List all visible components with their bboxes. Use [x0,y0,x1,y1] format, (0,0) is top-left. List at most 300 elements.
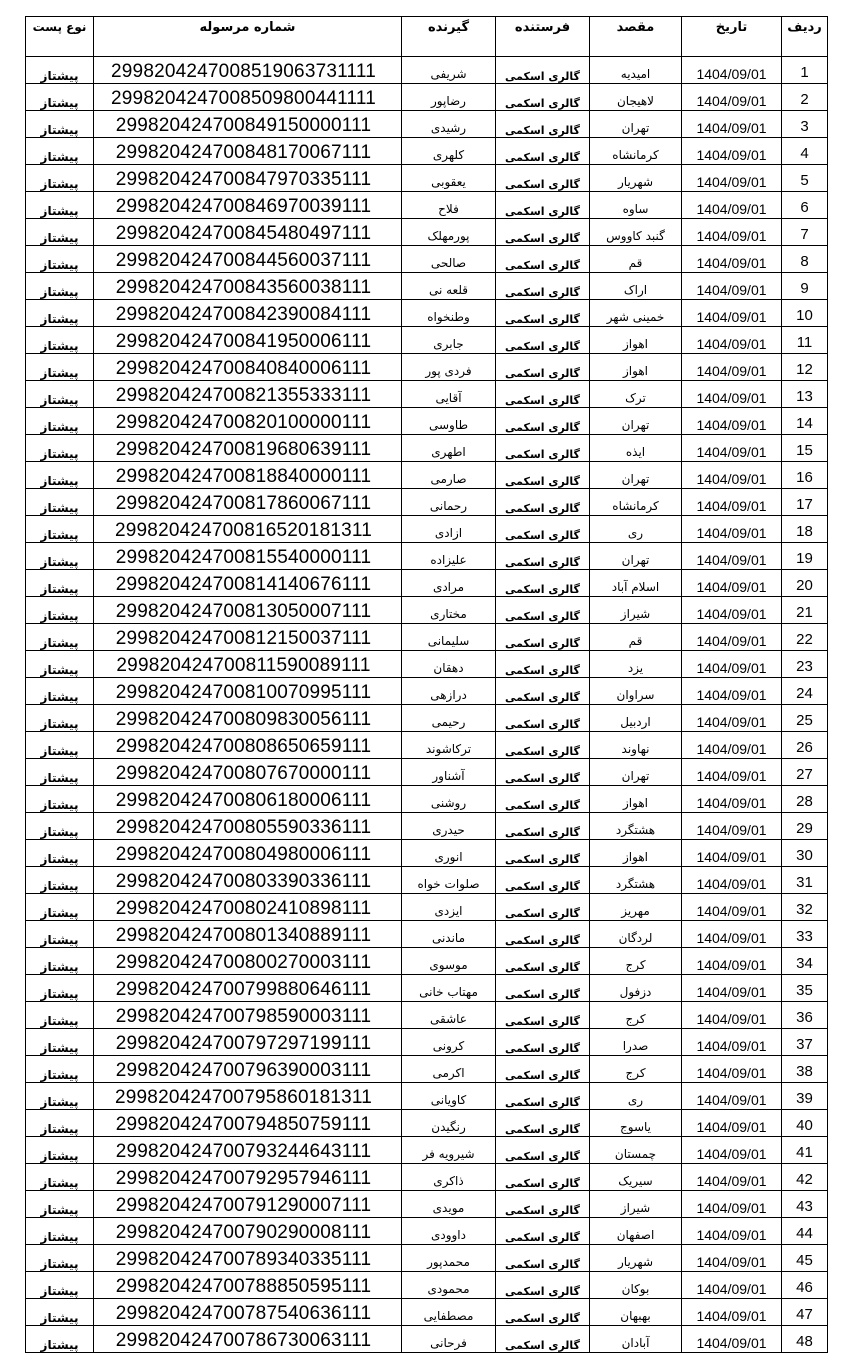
destination-cell: صدرا [590,1029,682,1056]
destination-cell: تهران [590,543,682,570]
table-row [26,624,828,651]
tracking-number-cell: 299820424700848170067111 [94,138,402,165]
date-cell: 1404/09/01 [682,435,782,462]
row-number-cell: 22 [782,624,828,651]
table-row [26,1272,828,1299]
row-number-cell: 8 [782,246,828,273]
table-row [26,1164,828,1191]
receiver-cell: کلهری [402,138,496,165]
destination-cell: دزفول [590,975,682,1002]
table-row [26,543,828,570]
receiver-cell: روشنی [402,786,496,813]
receiver-cell: یعقوبی [402,165,496,192]
row-number-cell: 26 [782,732,828,759]
date-cell: 1404/09/01 [682,138,782,165]
date-cell: 1404/09/01 [682,300,782,327]
date-cell: 1404/09/01 [682,543,782,570]
post-type-cell: پیشتاز [26,1245,94,1272]
receiver-cell: کاویانی [402,1083,496,1110]
tracking-number-cell: 299820424700790290008111 [94,1218,402,1245]
post-type-cell: پیشتاز [26,354,94,381]
row-number-cell: 18 [782,516,828,543]
date-cell: 1404/09/01 [682,570,782,597]
destination-cell: شهریار [590,1245,682,1272]
destination-cell: خمینی شهر [590,300,682,327]
sender-cell: گالری اسکمی [496,813,590,840]
header-destination: مقصد [590,17,682,57]
post-type-cell: پیشتاز [26,84,94,111]
tracking-number-cell: 299820424700811590089111 [94,651,402,678]
date-cell: 1404/09/01 [682,1218,782,1245]
destination-cell: بوکان [590,1272,682,1299]
date-cell: 1404/09/01 [682,1056,782,1083]
sender-cell: گالری اسکمی [496,138,590,165]
table-row [26,327,828,354]
date-cell: 1404/09/01 [682,948,782,975]
post-type-cell: پیشتاز [26,570,94,597]
post-type-cell: پیشتاز [26,1326,94,1353]
sender-cell: گالری اسکمی [496,1326,590,1353]
header-receiver: گیرنده [402,17,496,57]
row-number-cell: 16 [782,462,828,489]
tracking-number-cell: 299820424700806180006111 [94,786,402,813]
tracking-number-cell: 299820424700809830056111 [94,705,402,732]
tracking-number-cell: 299820424700797297199111 [94,1029,402,1056]
destination-cell: اهواز [590,354,682,381]
row-number-cell: 32 [782,894,828,921]
row-number-cell: 13 [782,381,828,408]
date-cell: 1404/09/01 [682,759,782,786]
header-date: تاریخ [682,17,782,57]
tracking-number-cell: 299820424700798590003111 [94,1002,402,1029]
post-type-cell: پیشتاز [26,1299,94,1326]
post-type-cell: پیشتاز [26,111,94,138]
sender-cell: گالری اسکمی [496,705,590,732]
table-row [26,894,828,921]
post-type-cell: پیشتاز [26,300,94,327]
date-cell: 1404/09/01 [682,246,782,273]
receiver-cell: ایزدی [402,894,496,921]
destination-cell: اسلام آباد [590,570,682,597]
receiver-cell: رنگیدن [402,1110,496,1137]
tracking-number-cell: 299820424700849150000111 [94,111,402,138]
post-type-cell: پیشتاز [26,435,94,462]
row-number-cell: 27 [782,759,828,786]
row-number-cell: 37 [782,1029,828,1056]
table-row [26,516,828,543]
destination-cell: ساوه [590,192,682,219]
post-type-cell: پیشتاز [26,273,94,300]
row-number-cell: 46 [782,1272,828,1299]
receiver-cell: محمودی [402,1272,496,1299]
post-type-cell: پیشتاز [26,624,94,651]
date-cell: 1404/09/01 [682,840,782,867]
destination-cell: امیدیه [590,57,682,84]
tracking-number-cell: 299820424700843560038111 [94,273,402,300]
sender-cell: گالری اسکمی [496,192,590,219]
table-row [26,1218,828,1245]
row-number-cell: 23 [782,651,828,678]
post-type-cell: پیشتاز [26,705,94,732]
destination-cell: کرج [590,948,682,975]
sender-cell: گالری اسکمی [496,867,590,894]
date-cell: 1404/09/01 [682,1326,782,1353]
tracking-number-cell: 299820424700818840000111 [94,462,402,489]
row-number-cell: 21 [782,597,828,624]
table-row [26,435,828,462]
post-type-cell: پیشتاز [26,138,94,165]
sender-cell: گالری اسکمی [496,1299,590,1326]
receiver-cell: شیرویه فر [402,1137,496,1164]
destination-cell: قم [590,624,682,651]
date-cell: 1404/09/01 [682,921,782,948]
sender-cell: گالری اسکمی [496,732,590,759]
row-number-cell: 40 [782,1110,828,1137]
destination-cell: تهران [590,759,682,786]
receiver-cell: رشیدی [402,111,496,138]
post-type-cell: پیشتاز [26,759,94,786]
destination-cell: کرمانشاه [590,489,682,516]
row-number-cell: 10 [782,300,828,327]
table-row [26,273,828,300]
row-number-cell: 20 [782,570,828,597]
destination-cell: نهاوند [590,732,682,759]
table-row [26,678,828,705]
tracking-number-cell: 299820424700787540636111 [94,1299,402,1326]
tracking-number-cell: 299820424700844560037111 [94,246,402,273]
table-row [26,165,828,192]
table-row [26,651,828,678]
sender-cell: گالری اسکمی [496,489,590,516]
receiver-cell: وطنخواه [402,300,496,327]
tracking-number-cell: 2998204247008519063731111 [94,57,402,84]
destination-cell: هشتگرد [590,813,682,840]
date-cell: 1404/09/01 [682,975,782,1002]
sender-cell: گالری اسکمی [496,381,590,408]
sender-cell: گالری اسکمی [496,1029,590,1056]
table-row [26,462,828,489]
tracking-number-cell: 299820424700788850595111 [94,1272,402,1299]
date-cell: 1404/09/01 [682,1137,782,1164]
header-post-type: نوع پست [26,17,94,57]
post-type-cell: پیشتاز [26,1272,94,1299]
table-row [26,354,828,381]
post-type-cell: پیشتاز [26,246,94,273]
row-number-cell: 7 [782,219,828,246]
tracking-number-cell: 299820424700796390003111 [94,1056,402,1083]
sender-cell: گالری اسکمی [496,624,590,651]
row-number-cell: 5 [782,165,828,192]
row-number-cell: 43 [782,1191,828,1218]
row-number-cell: 9 [782,273,828,300]
receiver-cell: دهقان [402,651,496,678]
destination-cell: کرمانشاه [590,138,682,165]
receiver-cell: علیزاده [402,543,496,570]
table-row [26,246,828,273]
post-type-cell: پیشتاز [26,1002,94,1029]
table-row [26,1029,828,1056]
receiver-cell: داوودی [402,1218,496,1245]
post-type-cell: پیشتاز [26,1083,94,1110]
row-number-cell: 4 [782,138,828,165]
post-type-cell: پیشتاز [26,462,94,489]
date-cell: 1404/09/01 [682,1245,782,1272]
table-row [26,219,828,246]
receiver-cell: موسوی [402,948,496,975]
date-cell: 1404/09/01 [682,732,782,759]
row-number-cell: 39 [782,1083,828,1110]
date-cell: 1404/09/01 [682,84,782,111]
receiver-cell: کرونی [402,1029,496,1056]
sender-cell: گالری اسکمی [496,354,590,381]
tracking-number-cell: 299820424700804980006111 [94,840,402,867]
receiver-cell: مختاری [402,597,496,624]
sender-cell: گالری اسکمی [496,1272,590,1299]
destination-cell: سراوان [590,678,682,705]
receiver-cell: صارمی [402,462,496,489]
table-row [26,1137,828,1164]
sender-cell: گالری اسکمی [496,1110,590,1137]
date-cell: 1404/09/01 [682,894,782,921]
tracking-number-cell: 299820424700847970335111 [94,165,402,192]
destination-cell: کرج [590,1002,682,1029]
shipment-table [25,16,828,1353]
row-number-cell: 44 [782,1218,828,1245]
post-type-cell: پیشتاز [26,1191,94,1218]
date-cell: 1404/09/01 [682,57,782,84]
table-row [26,408,828,435]
destination-cell: مهریز [590,894,682,921]
sender-cell: گالری اسکمی [496,921,590,948]
destination-cell: هشتگرد [590,867,682,894]
receiver-cell: مصطفایی [402,1299,496,1326]
row-number-cell: 17 [782,489,828,516]
table-row [26,813,828,840]
destination-cell: لاهیجان [590,84,682,111]
sender-cell: گالری اسکمی [496,273,590,300]
table-row [26,1245,828,1272]
date-cell: 1404/09/01 [682,651,782,678]
destination-cell: تهران [590,462,682,489]
receiver-cell: فردی پور [402,354,496,381]
post-type-cell: پیشتاز [26,408,94,435]
row-number-cell: 28 [782,786,828,813]
post-type-cell: پیشتاز [26,732,94,759]
table-row [26,1002,828,1029]
row-number-cell: 45 [782,1245,828,1272]
destination-cell: ری [590,1083,682,1110]
date-cell: 1404/09/01 [682,489,782,516]
row-number-cell: 41 [782,1137,828,1164]
tracking-number-cell: 299820424700807670000111 [94,759,402,786]
post-type-cell: پیشتاز [26,516,94,543]
sender-cell: گالری اسکمی [496,894,590,921]
row-number-cell: 24 [782,678,828,705]
table-row [26,57,828,84]
post-type-cell: پیشتاز [26,489,94,516]
sender-cell: گالری اسکمی [496,57,590,84]
date-cell: 1404/09/01 [682,165,782,192]
receiver-cell: انوری [402,840,496,867]
receiver-cell: ذاکری [402,1164,496,1191]
sender-cell: گالری اسکمی [496,327,590,354]
tracking-number-cell: 299820424700799880646111 [94,975,402,1002]
tracking-number-cell: 299820424700814140676111 [94,570,402,597]
receiver-cell: طاوسی [402,408,496,435]
receiver-cell: اکرمی [402,1056,496,1083]
table-row [26,1083,828,1110]
row-number-cell: 25 [782,705,828,732]
tracking-number-cell: 299820424700791290007111 [94,1191,402,1218]
row-number-cell: 48 [782,1326,828,1353]
table-row [26,1056,828,1083]
tracking-number-cell: 299820424700812150037111 [94,624,402,651]
sender-cell: گالری اسکمی [496,516,590,543]
receiver-cell: مویدی [402,1191,496,1218]
sender-cell: گالری اسکمی [496,246,590,273]
receiver-cell: مهتاب خانی [402,975,496,1002]
destination-cell: یزد [590,651,682,678]
sender-cell: گالری اسکمی [496,570,590,597]
post-type-cell: پیشتاز [26,192,94,219]
receiver-cell: درازهی [402,678,496,705]
destination-cell: ترک [590,381,682,408]
date-cell: 1404/09/01 [682,624,782,651]
date-cell: 1404/09/01 [682,462,782,489]
table-row [26,705,828,732]
receiver-cell: پورمهلک [402,219,496,246]
sender-cell: گالری اسکمی [496,759,590,786]
tracking-number-cell: 299820424700845480497111 [94,219,402,246]
table-row [26,1299,828,1326]
date-cell: 1404/09/01 [682,1110,782,1137]
tracking-number-cell: 299820424700842390084111 [94,300,402,327]
sender-cell: گالری اسکمی [496,1164,590,1191]
row-number-cell: 2 [782,84,828,111]
post-type-cell: پیشتاز [26,894,94,921]
receiver-cell: سلیمانی [402,624,496,651]
sender-cell: گالری اسکمی [496,543,590,570]
tracking-number-cell: 299820424700820100000111 [94,408,402,435]
row-number-cell: 38 [782,1056,828,1083]
post-type-cell: پیشتاز [26,678,94,705]
date-cell: 1404/09/01 [682,1272,782,1299]
sender-cell: گالری اسکمی [496,1191,590,1218]
sender-cell: گالری اسکمی [496,1245,590,1272]
post-type-cell: پیشتاز [26,1164,94,1191]
table-row [26,192,828,219]
sender-cell: گالری اسکمی [496,435,590,462]
receiver-cell: رحمانی [402,489,496,516]
sender-cell: گالری اسکمی [496,975,590,1002]
receiver-cell: شریفی [402,57,496,84]
date-cell: 1404/09/01 [682,1083,782,1110]
date-cell: 1404/09/01 [682,219,782,246]
destination-cell: ری [590,516,682,543]
row-number-cell: 36 [782,1002,828,1029]
date-cell: 1404/09/01 [682,111,782,138]
date-cell: 1404/09/01 [682,273,782,300]
row-number-cell: 1 [782,57,828,84]
row-number-cell: 29 [782,813,828,840]
table-row [26,948,828,975]
tracking-number-cell: 299820424700816520181311 [94,516,402,543]
table-row [26,1326,828,1353]
row-number-cell: 34 [782,948,828,975]
date-cell: 1404/09/01 [682,867,782,894]
destination-cell: تهران [590,111,682,138]
date-cell: 1404/09/01 [682,786,782,813]
post-type-cell: پیشتاز [26,840,94,867]
post-type-cell: پیشتاز [26,57,94,84]
sender-cell: گالری اسکمی [496,840,590,867]
sender-cell: گالری اسکمی [496,1002,590,1029]
date-cell: 1404/09/01 [682,354,782,381]
sender-cell: گالری اسکمی [496,111,590,138]
receiver-cell: محمدپور [402,1245,496,1272]
date-cell: 1404/09/01 [682,1299,782,1326]
table-row [26,597,828,624]
destination-cell: سیریک [590,1164,682,1191]
receiver-cell: فرحانی [402,1326,496,1353]
row-number-cell: 31 [782,867,828,894]
table-row [26,759,828,786]
tracking-number-cell: 299820424700800270003111 [94,948,402,975]
date-cell: 1404/09/01 [682,1164,782,1191]
receiver-cell: قلعه نی [402,273,496,300]
receiver-cell: مرادی [402,570,496,597]
date-cell: 1404/09/01 [682,381,782,408]
receiver-cell: صلوات خواه [402,867,496,894]
sender-cell: گالری اسکمی [496,948,590,975]
receiver-cell: حیدری [402,813,496,840]
row-number-cell: 11 [782,327,828,354]
row-number-cell: 33 [782,921,828,948]
destination-cell: اردبیل [590,705,682,732]
table-row [26,975,828,1002]
table-row [26,786,828,813]
tracking-number-cell: 299820424700840840006111 [94,354,402,381]
destination-cell: ایذه [590,435,682,462]
tracking-number-cell: 299820424700792957946111 [94,1164,402,1191]
sender-cell: گالری اسکمی [496,219,590,246]
sender-cell: گالری اسکمی [496,678,590,705]
destination-cell: تهران [590,408,682,435]
header-tracking-number: شماره مرسوله [94,17,402,57]
sender-cell: گالری اسکمی [496,1083,590,1110]
table-row [26,381,828,408]
receiver-cell: اطهری [402,435,496,462]
receiver-cell: ازادی [402,516,496,543]
destination-cell: شهریار [590,165,682,192]
row-number-cell: 30 [782,840,828,867]
tracking-number-cell: 299820424700841950006111 [94,327,402,354]
post-type-cell: پیشتاز [26,597,94,624]
post-type-cell: پیشتاز [26,1029,94,1056]
post-type-cell: پیشتاز [26,1110,94,1137]
table-row [26,1110,828,1137]
sender-cell: گالری اسکمی [496,462,590,489]
table-row [26,84,828,111]
destination-cell: قم [590,246,682,273]
tracking-number-cell: 2998204247008509800441111 [94,84,402,111]
sender-cell: گالری اسکمی [496,597,590,624]
sender-cell: گالری اسکمی [496,1218,590,1245]
table-row [26,732,828,759]
date-cell: 1404/09/01 [682,813,782,840]
sender-cell: گالری اسکمی [496,84,590,111]
sender-cell: گالری اسکمی [496,1137,590,1164]
